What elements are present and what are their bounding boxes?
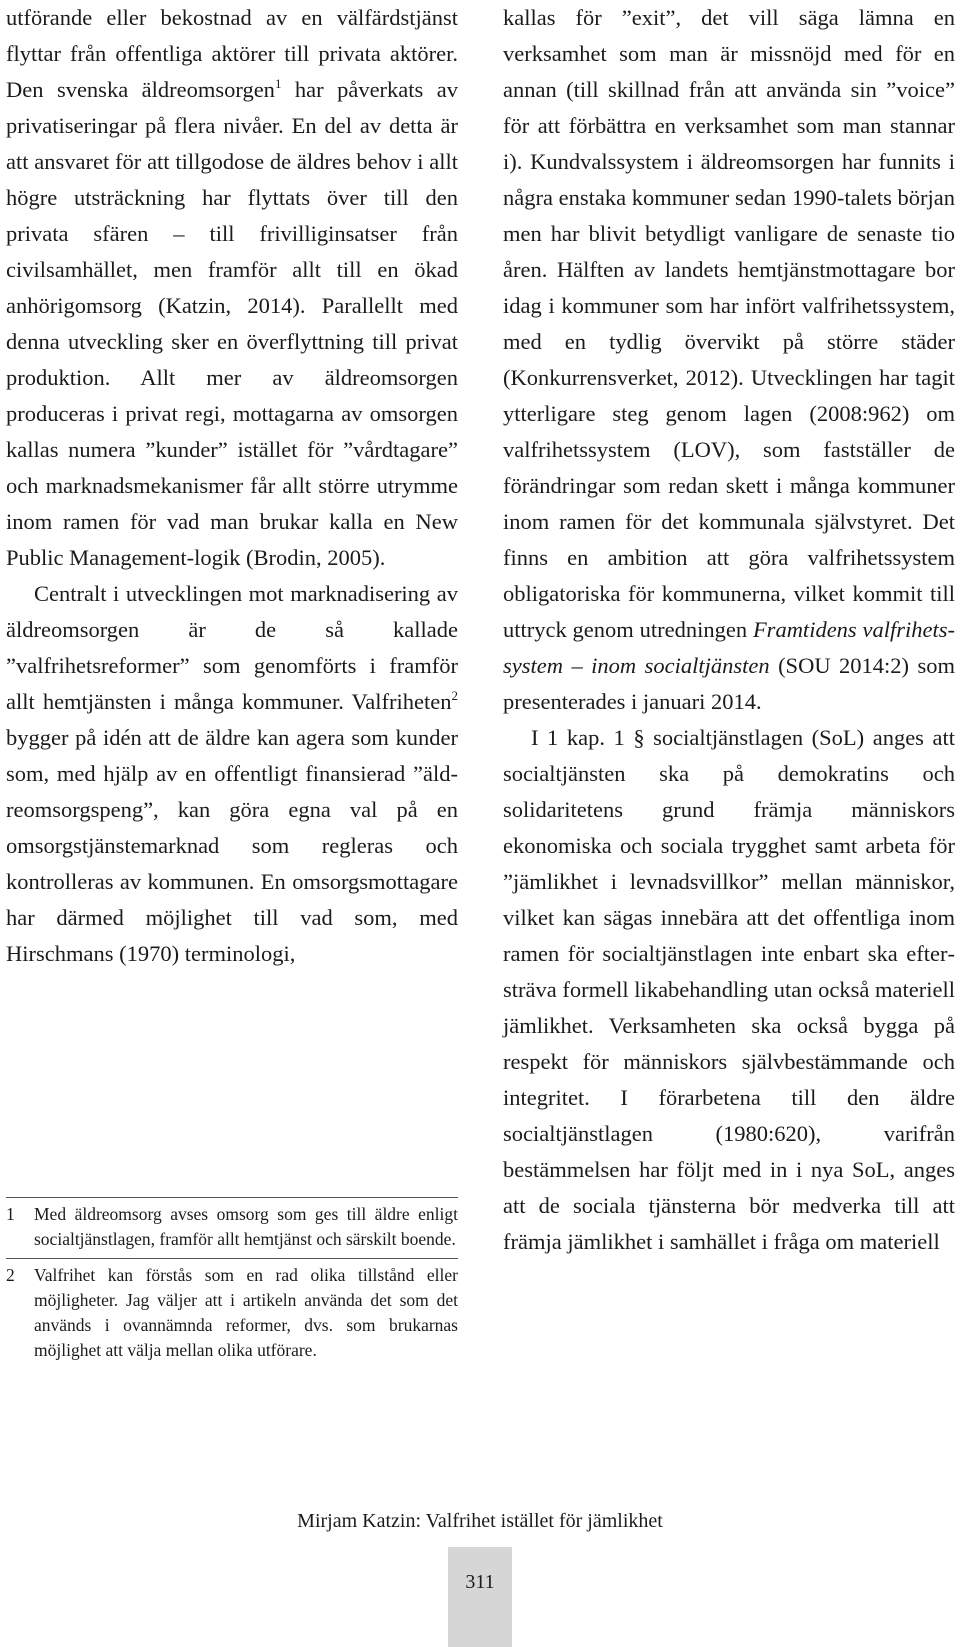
paragraph-text: utförande eller bekostnad av en välfärdstjänst flyttar från offentliga aktörer till privata aktörer. Den svenska äldreomsorgen [6, 5, 458, 102]
paragraph-text: kallas för ”exit”, det vill säga lämna en verksamhet som man är missnöjd med för en annan (till skillnad från att använda sin ”voice” för att förbättra en verksamhet som man stannar i). Kundvalssystem i äldreomsorgen har funnits i några enstaka kommuner sedan 1990-talets början men har blivit betydligt vanligare de senaste tio åren. Hälften av landets hemtjänstmottagare bor idag i kommuner som har infört valfrihetssystem, med en tydlig övervikt på större städer (Konkurrensverket, 2012). Utvecklingen har tagit ytterligare steg genom lagen (2008:962) om valfrihetssystem (LOV), som fastställer de förändringar som redan skett i många kommuner inom ramen för det kommunala självstyret. Det finns en ambition att göra valfrihetssystem obligatoriska för kommunerna, vilket kommit till uttryck genom utredningen [503, 5, 955, 642]
footnote [6, 1259, 458, 1369]
body-paragraph [6, 0, 458, 576]
paragraph-text: I 1 kap. 1 § socialtjänstlagen (SoL) anges att socialtjänsten ska på demokratins och solidaritetens grund främja människors ekonomiska och sociala trygghet samt arbeta för ”jämlikhet i levnadsvillkor” mellan människor, vilket kan sägas innebära att det offentliga inom ramen för socialtjänstlagen inte enbart ska eftersträva formell likabehandling utan också materiell jämlikhet. Verksamheten ska också bygga på respekt för människors självbestämmande och integritet. I förarbetena till den äldre socialtjänstlagen (1980:620), varifrån bestämmelsen har följt med in i nya SoL, anges att de sociala tjänsterna bör medverka till att främja jämlikhet i samhället i fråga om materiell [503, 725, 955, 1254]
footnote-text: Med äldreomsorg avses omsorg som ges till äldre enligt socialtjänstlagen, framför allt hemtjänst och särskilt boende. [34, 1204, 458, 1249]
paragraph-text: bygger på idén att de äldre kan agera som kunder som, med hjälp av en offentligt finansierad ”äldreomsorgspeng”, kan göra egna val på en omsorgstjänstemarknad som regleras och kontrolleras av kommunen. En omsorgsmottagare har därmed möjlighet till vad som, med Hirschmans (1970) terminologi, [6, 725, 458, 966]
footnote-text: Valfrihet kan förstås som en rad olika tillstånd eller möjligheter. Jag väljer att i artikeln använda det som det används i ovannämnda reformer, dvs. som brukarnas möjlighet att välja mellan olika utförare. [34, 1265, 458, 1360]
body-paragraph [503, 0, 955, 720]
body-paragraph [6, 576, 458, 972]
paragraph-text: Centralt i utvecklingen mot marknadisering av äldreomsorgen är de så kallade ”valfrihetsreformer” som genomförts i framför allt hemtjänsten i många kommuner. Valfriheten [6, 581, 458, 714]
footnote-reference: 2 [451, 688, 458, 703]
right-column [503, 0, 955, 1260]
running-footer: Mirjam Katzin: Valfrihet istället för jämlikhet [297, 1510, 663, 1532]
footnote-number: 1 [6, 1204, 15, 1224]
paragraph-text: (SOU 2014:2) som presenterades i januari 2014. [503, 653, 955, 714]
paragraph-text: har påverkats av privatiseringar på flera nivåer. En del av detta är att ansvaret för att tillgodose de äldres behov i allt högre utsträckning har flyttats över till den privata sfären – till frivilliginsatser från civilsamhället, men framför allt till en ökad anhörigomsorg (Katzin, 2014). Parallellt med denna utveckling sker en överflyttning till privat produktion. Allt mer av äldreomsorgen produceras i privat regi, mottagarna av omsorgen kallas numera ”kunder” istället för ”vårdtagare” och marknadsmekanismer får allt större utrymme inom ramen för vad man brukar kalla en New Public Management-logik (Brodin, 2005). [6, 77, 458, 570]
cited-report-title: Framtidens valfrihetssystem – inom socialtjänsten [503, 617, 955, 678]
footnote-number: 2 [6, 1265, 15, 1285]
page-number-box [448, 1547, 512, 1647]
body-paragraph [503, 720, 955, 1260]
footnotes [6, 1197, 458, 1369]
footnote [6, 1198, 458, 1258]
footnote-reference: 1 [274, 76, 282, 91]
page-number: 311 [465, 1571, 495, 1593]
left-column [6, 0, 458, 972]
